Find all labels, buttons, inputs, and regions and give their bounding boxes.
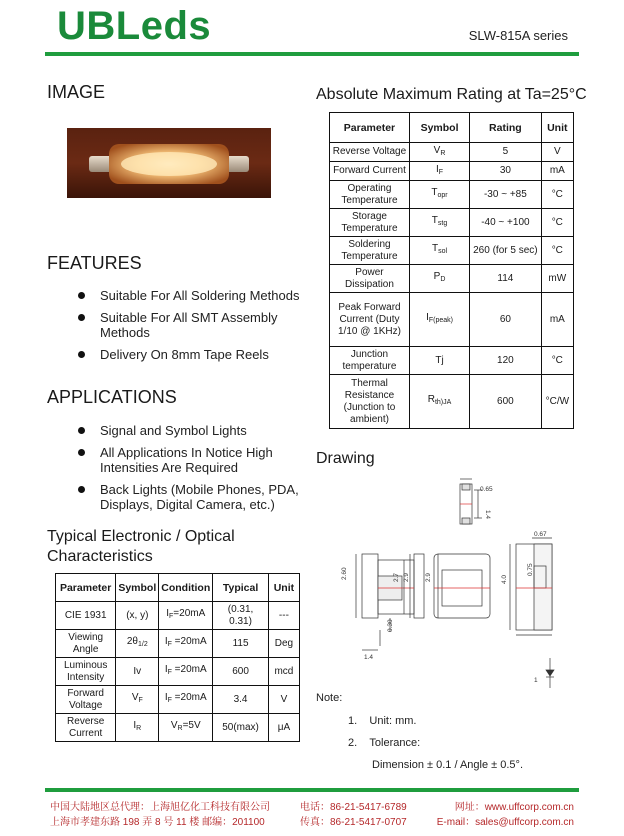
- cell-symbol: $P_D$: [409, 265, 469, 293]
- cell-param: Forward Current: [330, 162, 410, 181]
- list-item: Delivery On 8mm Tape Reels: [78, 347, 308, 362]
- note-label: Note:: [316, 692, 343, 704]
- cell-typical: 50(max): [213, 714, 269, 742]
- applications-title: APPLICATIONS: [47, 387, 177, 407]
- cell-unit: °C: [541, 209, 573, 237]
- cell-param: Junction temperature: [330, 347, 410, 375]
- end-view: [510, 538, 552, 635]
- list-item: Back Lights (Mobile Phones, PDA, Displays, Digital Camera, etc.): [78, 482, 303, 512]
- cell-symbol: $T_{stg}$: [409, 209, 469, 237]
- col-header: Rating: [470, 113, 542, 143]
- cell-symbol: $I_{F(peak)}$: [409, 293, 469, 347]
- cell-rating: 60: [470, 293, 542, 347]
- dim-label: 0.30: [387, 619, 394, 632]
- table-row: [330, 181, 574, 209]
- table-row: [56, 714, 300, 742]
- dim-label: 4.0: [501, 574, 508, 584]
- cell-symbol: $R_{th)JA}$: [409, 375, 469, 429]
- cell-unit: °C: [541, 347, 573, 375]
- series-title: SLW-815A series: [468, 28, 568, 43]
- cell-unit: °C: [541, 181, 573, 209]
- cell-param: Reverse Voltage: [330, 143, 410, 162]
- cell-condition: $V_R=5V$: [159, 714, 213, 742]
- cell-symbol: $T_{opr}$: [409, 181, 469, 209]
- cell-unit: μA: [268, 714, 299, 742]
- cell-unit: °C: [541, 237, 573, 265]
- polarity-mark: [546, 658, 554, 688]
- cell-param: Power Dissipation: [330, 265, 410, 293]
- cell-rating: 114: [470, 265, 542, 293]
- cell-param: Peak Forward Current (Duty 1/10 @ 1KHz): [330, 293, 410, 347]
- col-header: Unit: [268, 574, 299, 602]
- cell-rating: 600: [470, 375, 542, 429]
- cell-rating: 260 (for 5 sec): [470, 237, 542, 265]
- header-rule: [45, 52, 579, 56]
- side-view: [434, 554, 490, 618]
- table-row: [330, 143, 574, 162]
- cell-symbol: $T_{sol}$: [409, 237, 469, 265]
- cell-symbol: $V_R$: [409, 143, 469, 162]
- cell-unit: V: [541, 143, 573, 162]
- features-title: FEATURES: [47, 253, 142, 273]
- cell-unit: Deg: [268, 630, 299, 658]
- cell-rating: 30: [470, 162, 542, 181]
- dim-label: 2.9: [425, 572, 432, 582]
- cell-unit: mA: [541, 162, 573, 181]
- dim-label: 1.4: [364, 654, 374, 661]
- cell-condition: $I_F=20mA$: [159, 602, 213, 630]
- footer-tel: 电话：86-21-5417-6789: [300, 802, 407, 813]
- cell-condition: $I_F =20mA$: [159, 658, 213, 686]
- footer-address-2: 上海市孝建东路 198 弄 8 号 11 楼 邮编：201100: [50, 817, 265, 828]
- table-row: [330, 162, 574, 181]
- front-view: [356, 554, 424, 650]
- cell-symbol: $2\theta_{1/2}$: [116, 630, 159, 658]
- cell-typical: 600: [213, 658, 269, 686]
- cell-typical: 3.4: [213, 686, 269, 714]
- table-row: [56, 658, 300, 686]
- table-row: [56, 630, 300, 658]
- dim-label: 1: [534, 677, 538, 684]
- absolute-table: [329, 112, 574, 429]
- dim-label: 0.65: [480, 486, 493, 493]
- col-header: Typical: [213, 574, 269, 602]
- list-item: Signal and Symbol Lights: [78, 423, 303, 438]
- cell-unit: mW: [541, 265, 573, 293]
- cell-rating: 120: [470, 347, 542, 375]
- list-item: Suitable For All SMT Assembly Methods: [78, 310, 308, 340]
- note-dimension: Dimension ± 0.1 / Angle ± 0.5°.: [372, 759, 523, 771]
- cell-symbol: Tj: [409, 347, 469, 375]
- typical-title: [47, 527, 235, 567]
- footer-email-link[interactable]: E-mail：sales@uffcorp.com.cn: [436, 817, 574, 828]
- col-header: Symbol: [116, 574, 159, 602]
- note-item: 1. Unit: mm.: [348, 715, 417, 727]
- applications-list: [78, 423, 303, 519]
- footer-address-1: 中国大陆地区总代理：上海旭亿化工科技有限公司: [50, 802, 270, 813]
- cell-condition: $I_F =20mA$: [159, 686, 213, 714]
- features-list: [78, 288, 308, 369]
- footer-web-link[interactable]: 网址：www.uffcorp.com.cn: [454, 802, 574, 813]
- note-item: 2. Tolerance:: [348, 737, 421, 749]
- cell-param: Storage Temperature: [330, 209, 410, 237]
- col-header: Unit: [541, 113, 573, 143]
- col-header: Parameter: [56, 574, 116, 602]
- cell-typical: (0.31, 0.31): [213, 602, 269, 630]
- cell-param: Thermal Resistance (Junction to ambient): [330, 375, 410, 429]
- cell-unit: mA: [541, 293, 573, 347]
- cell-param: Luminous Intensity: [56, 658, 116, 686]
- typical-title-line1: Typical Electronic / Optical: [47, 528, 235, 545]
- cell-rating: -40 ~ +100: [470, 209, 542, 237]
- footer-rule: [45, 788, 579, 792]
- footer-fax: 传真：86-21-5417-0707: [300, 817, 407, 828]
- table-row: [56, 686, 300, 714]
- brand-logo: UBLeds: [57, 4, 212, 48]
- cell-param: Reverse Current: [56, 714, 116, 742]
- cell-param: Forward Voltage: [56, 686, 116, 714]
- dim-label: 1.4: [484, 510, 491, 520]
- dim-label: 0.75: [527, 563, 534, 576]
- table-row: [330, 209, 574, 237]
- cell-param: Operating Temperature: [330, 181, 410, 209]
- dim-label: 0.67: [534, 531, 547, 538]
- cell-condition: $I_F =20mA$: [159, 630, 213, 658]
- cell-rating: 5: [470, 143, 542, 162]
- cell-typical: 115: [213, 630, 269, 658]
- list-item: All Applications In Notice High Intensities Are Required: [78, 445, 303, 475]
- cell-symbol: Iv: [116, 658, 159, 686]
- col-header: Condition: [159, 574, 213, 602]
- typical-table: [55, 573, 300, 742]
- drawing-title: Drawing: [316, 450, 375, 467]
- table-row: [330, 375, 574, 429]
- list-item: Suitable For All Soldering Methods: [78, 288, 308, 303]
- table-row: [330, 347, 574, 375]
- cell-rating: -30 ~ +85: [470, 181, 542, 209]
- package-drawing: [320, 470, 590, 695]
- image-section-title: IMAGE: [47, 82, 106, 102]
- col-header: Symbol: [409, 113, 469, 143]
- absolute-title: Absolute Maximum Rating at Ta=25°C: [316, 86, 587, 103]
- dim-label: 2.9: [403, 572, 410, 582]
- top-view: [460, 479, 482, 524]
- cell-param: CIE 1931: [56, 602, 116, 630]
- cell-symbol: $V_F$: [116, 686, 159, 714]
- cell-symbol: (x, y): [116, 602, 159, 630]
- col-header: Parameter: [330, 113, 410, 143]
- table-row: [330, 237, 574, 265]
- table-row: [330, 265, 574, 293]
- table-row: [56, 602, 300, 630]
- typical-title-line2: Characteristics: [47, 548, 153, 565]
- dim-label: 2.7: [393, 572, 400, 582]
- cell-unit: V: [268, 686, 299, 714]
- cell-unit: ---: [268, 602, 299, 630]
- cell-symbol: $I_F$: [409, 162, 469, 181]
- table-row: [330, 293, 574, 347]
- cell-unit: °C/W: [541, 375, 573, 429]
- product-photo: [67, 128, 271, 198]
- cell-unit: mcd: [268, 658, 299, 686]
- cell-param: Soldering Temperature: [330, 237, 410, 265]
- cell-symbol: $I_R$: [116, 714, 159, 742]
- dim-label: 2.60: [341, 567, 348, 580]
- cell-param: Viewing Angle: [56, 630, 116, 658]
